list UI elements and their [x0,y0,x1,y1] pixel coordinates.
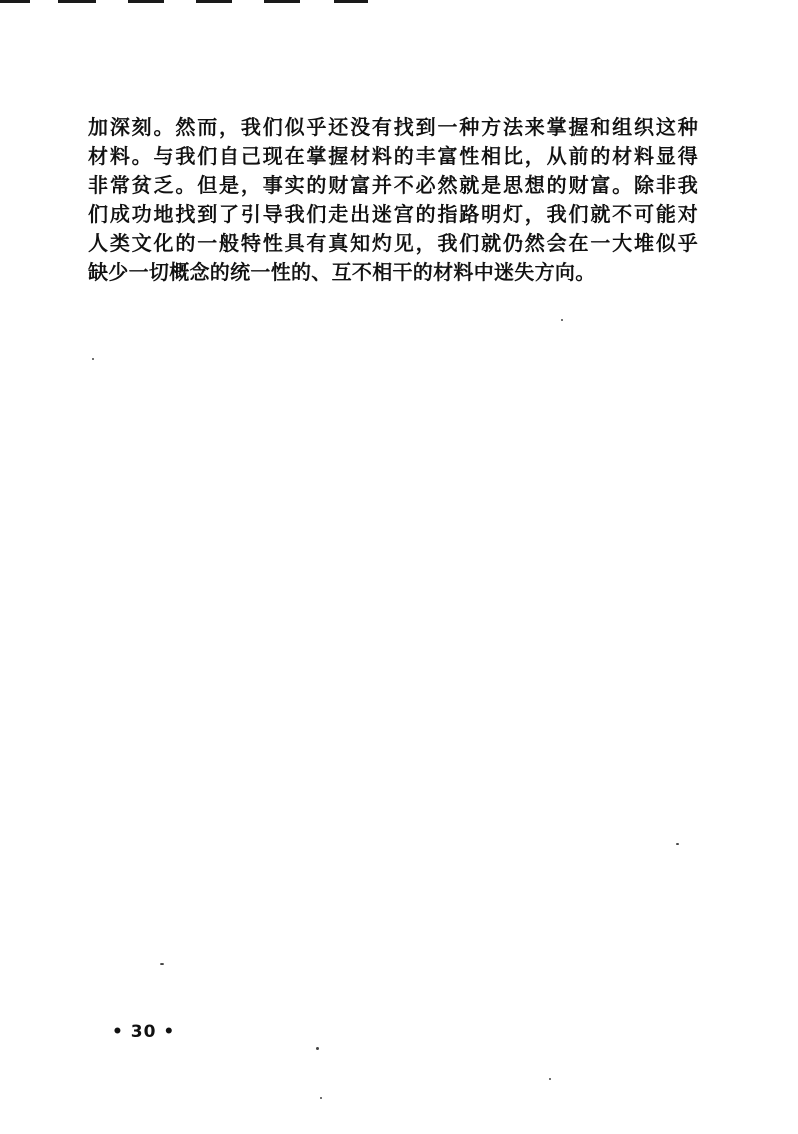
scan-speck [92,358,94,360]
page-number: • 30 • [112,1022,176,1042]
text-line: 缺少一切概念的统一性的、互不相干的材料中迷失方向。 [88,260,596,284]
scan-speck [549,1078,551,1080]
text-line: 们成功地找到了引导我们走出迷宫的指路明灯，我们就不可能对 [88,202,698,226]
text-line: 非常贫乏。但是，事实的财富并不必然就是思想的财富。除非我 [88,173,698,197]
top-rule-5 [264,0,300,3]
top-rule-6 [334,0,368,3]
top-rule-4 [196,0,232,3]
scan-speck [320,1097,322,1099]
text-line: 加深刻。然而，我们似乎还没有找到一种方法来掌握和组织这种 [88,115,698,139]
scan-speck [316,1047,319,1050]
body-paragraph [88,113,698,287]
top-rule-3 [128,0,164,3]
top-rule-1 [0,0,30,3]
top-rule-2 [58,0,96,3]
scan-speck [160,963,164,965]
scan-speck [561,319,563,321]
text-line: 人类文化的一般特性具有真知灼见，我们就仍然会在一大堆似乎 [88,231,698,255]
scan-speck [676,843,679,845]
text-line: 材料。与我们自己现在掌握材料的丰富性相比，从前的材料显得 [88,144,698,168]
